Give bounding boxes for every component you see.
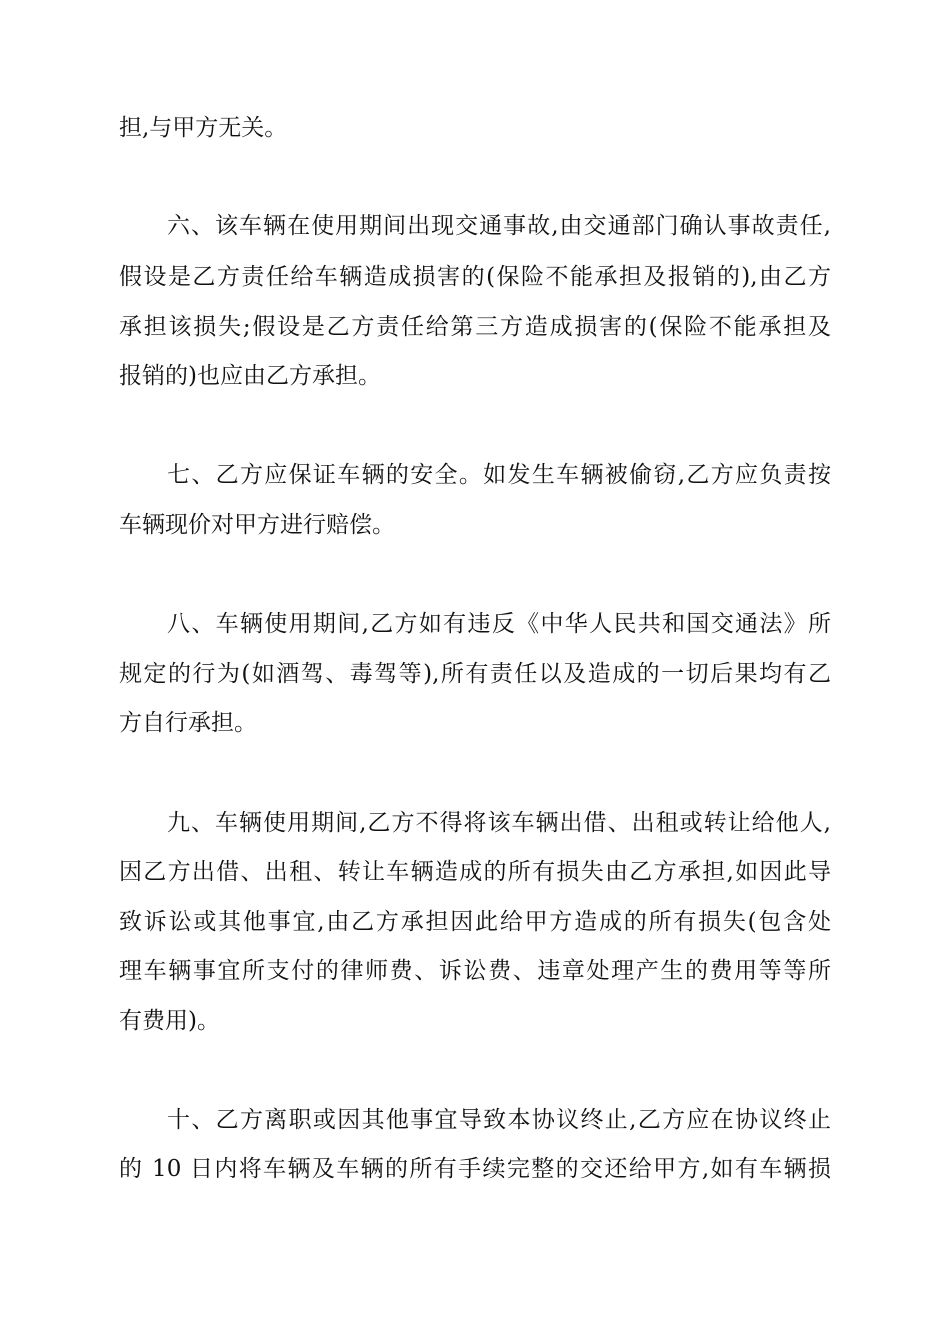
paragraph-6-line-1: 六、该车辆在使用期间出现交通事故,由交通部门确认事故责任, [167,213,831,239]
paragraph-8-line-2: 规定的行为(如酒驾、毒驾等),所有责任以及造成的一切后果均有乙 [119,661,831,687]
paragraph-9-line-1: 九、车辆使用期间,乙方不得将该车辆出借、出租或转让给他人, [167,810,831,836]
paragraph-7-line-2: 车辆现价对甲方进行赔偿。 [119,512,395,538]
paragraph-8-line-1: 八、车辆使用期间,乙方如有违反《中华人民共和国交通法》所 [167,611,831,637]
paragraph-10-line-1: 十、乙方离职或因其他事宜导致本协议终止,乙方应在协议终止 [167,1107,831,1133]
paragraph-6-line-4: 报销的)也应由乙方承担。 [119,363,381,389]
paragraph-8-line-3: 方自行承担。 [119,710,257,736]
paragraph-9-line-2: 因乙方出借、出租、转让车辆造成的所有损失由乙方承担,如因此导 [119,859,831,885]
paragraph-9-line-5: 有费用)。 [119,1008,220,1034]
paragraph-7-line-1: 七、乙方应保证车辆的安全。如发生车辆被偷窃,乙方应负责按 [167,462,831,488]
paragraph-9-line-3: 致诉讼或其他事宜,由乙方承担因此给甲方造成的所有损失(包含处 [119,909,831,935]
paragraph-10-line-2: 的 10 日内将车辆及车辆的所有手续完整的交还给甲方,如有车辆损 [119,1156,831,1182]
paragraph-6-line-3: 承担该损失;假设是乙方责任给第三方造成损害的(保险不能承担及 [119,314,831,340]
paragraph-9-line-4: 理车辆事宜所支付的律师费、诉讼费、违章处理产生的费用等等所 [119,958,831,984]
paragraph-6-line-2: 假设是乙方责任给车辆造成损害的(保险不能承担及报销的),由乙方 [119,264,831,290]
paragraph-5-line-1: 担,与甲方无关。 [119,115,288,141]
